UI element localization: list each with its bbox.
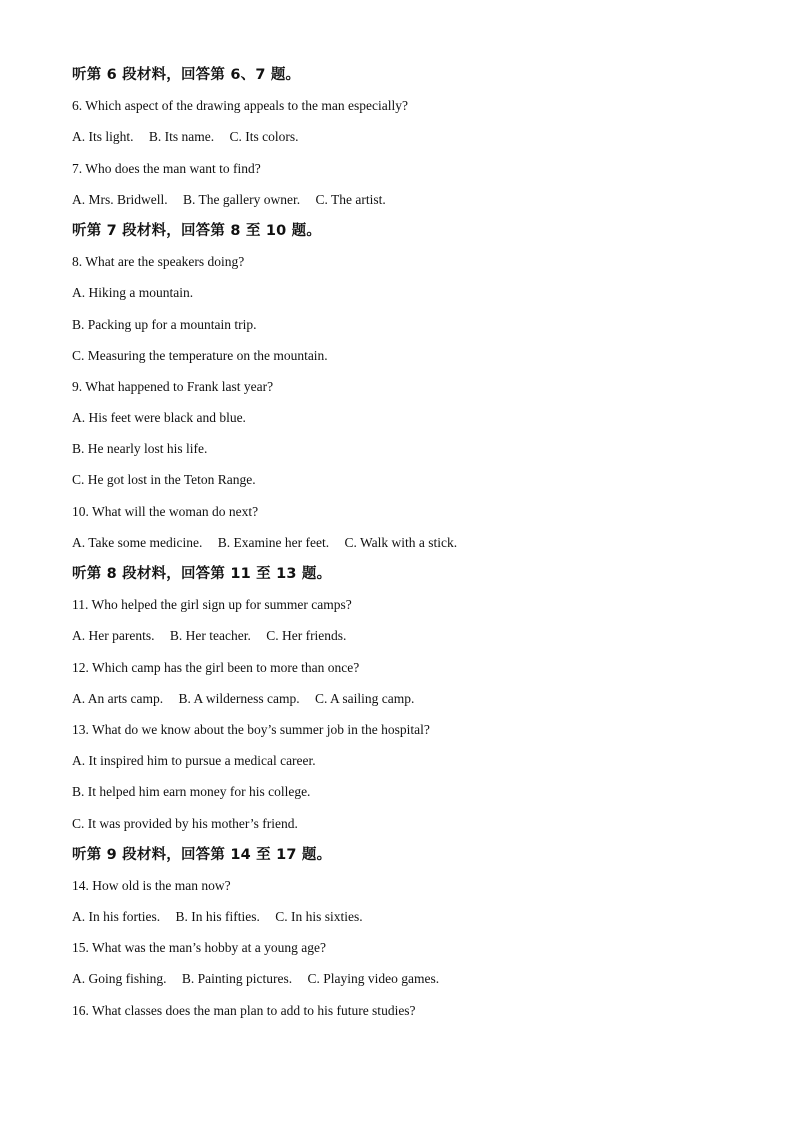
section-heading: 听第 9 段材料，回答第 14 至 17 题。 bbox=[72, 846, 332, 863]
option-a: A. His feet were black and blue. bbox=[72, 410, 246, 426]
option-b: B. The gallery owner. bbox=[183, 191, 301, 207]
option-b: B. Packing up for a mountain trip. bbox=[72, 316, 257, 332]
options-row bbox=[72, 189, 732, 220]
option-c: C. In his sixties. bbox=[275, 909, 363, 925]
option-c: C. It was provided by his mother’s friend. bbox=[72, 815, 298, 831]
option-c: C. Walk with a stick. bbox=[344, 534, 458, 550]
options-row bbox=[72, 688, 732, 719]
option-b: B. Painting pictures. bbox=[181, 971, 293, 987]
options-row bbox=[72, 126, 732, 157]
option-a: A. Its light. bbox=[72, 129, 134, 145]
option-b: B. He nearly lost his life. bbox=[72, 441, 208, 457]
option-a: A. An arts camp. bbox=[72, 690, 164, 706]
question-text: 12. Which camp has the girl been to more than once? bbox=[72, 659, 360, 675]
section-heading: 听第 6 段材料，回答第 6、7 题。 bbox=[72, 67, 301, 83]
option-b: B. It helped him earn money for his college. bbox=[72, 784, 311, 800]
question-text: 7. Who does the man want to find? bbox=[72, 160, 261, 176]
question-text: 11. Who helped the girl sign up for summer camps? bbox=[72, 597, 352, 613]
option-b: B. Its name. bbox=[148, 129, 215, 145]
option-b: B. In his fifties. bbox=[175, 909, 260, 925]
option-c: C. The artist. bbox=[315, 191, 386, 207]
option-a: A. It inspired him to pursue a medical career. bbox=[72, 753, 316, 769]
option-a: A. Hiking a mountain. bbox=[72, 285, 194, 301]
option-a: A. Going fishing. bbox=[72, 971, 167, 987]
options-row bbox=[72, 968, 732, 999]
option-c: C. Her friends. bbox=[266, 628, 347, 644]
option-a: A. In his forties. bbox=[72, 909, 161, 925]
question-text: 8. What are the speakers doing? bbox=[72, 254, 245, 270]
question-text: 10. What will the woman do next? bbox=[72, 503, 259, 519]
option-a: A. Take some medicine. bbox=[72, 534, 203, 550]
option-c: C. Playing video games. bbox=[307, 971, 440, 987]
section-heading: 听第 7 段材料，回答第 8 至 10 题。 bbox=[72, 222, 322, 239]
question-text: 15. What was the man’s hobby at a young age? bbox=[72, 940, 326, 956]
options-row bbox=[72, 532, 732, 563]
option-b: B. Examine her feet. bbox=[217, 534, 330, 550]
option-b: B. A wilderness camp. bbox=[178, 690, 300, 706]
option-a: A. Her parents. bbox=[72, 628, 155, 644]
exam-page bbox=[72, 64, 732, 1031]
options-row bbox=[72, 625, 732, 656]
question-text: 16. What classes does the man plan to add to his future studies? bbox=[72, 1002, 416, 1018]
option-b: B. Her teacher. bbox=[169, 628, 251, 644]
options-row bbox=[72, 906, 732, 937]
question-text: 14. How old is the man now? bbox=[72, 877, 231, 893]
option-c: C. He got lost in the Teton Range. bbox=[72, 472, 256, 488]
option-a: A. Mrs. Bridwell. bbox=[72, 191, 168, 207]
option-c: C. Its colors. bbox=[229, 129, 299, 145]
option-c: C. A sailing camp. bbox=[314, 690, 415, 706]
question-text: 9. What happened to Frank last year? bbox=[72, 378, 274, 394]
option-c: C. Measuring the temperature on the mountain. bbox=[72, 347, 328, 363]
section-heading: 听第 8 段材料，回答第 11 至 13 题。 bbox=[72, 566, 332, 582]
question-text: 6. Which aspect of the drawing appeals to the man especially? bbox=[72, 98, 409, 114]
question-text: 13. What do we know about the boy’s summer job in the hospital? bbox=[72, 721, 430, 737]
